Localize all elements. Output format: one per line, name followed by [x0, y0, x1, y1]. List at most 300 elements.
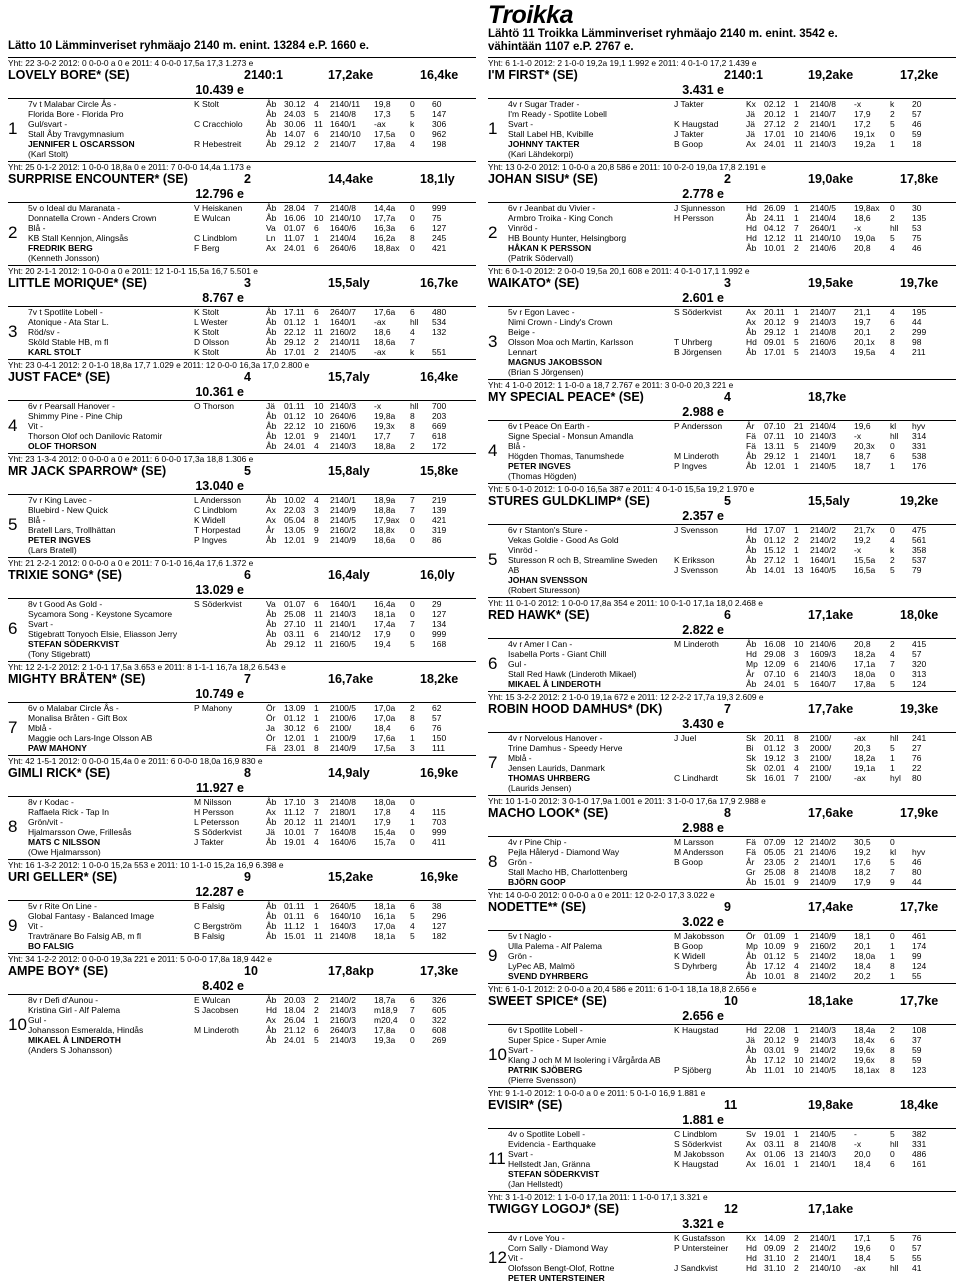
start-driver: K Stolt [194, 99, 220, 109]
start-post: 9 [794, 317, 799, 327]
start-post: 11 [794, 139, 803, 149]
recent-starts [674, 733, 956, 793]
start-time: 21,1 [854, 307, 871, 317]
horse-record-1: 7 [724, 702, 731, 716]
start-time: 17,6a [374, 733, 396, 743]
horse-career-stats: Yht: 6 1-0-1 2012: 2 0-0-0 a 20,4 586 e 2011: 6 1-0-1 18,1a 18,8 2.656 e [488, 984, 757, 994]
start-driver: K Haugstad [674, 1159, 719, 1169]
start-driver: C Lindblom [194, 505, 237, 515]
start-distance: 2140/5 [810, 203, 836, 213]
start-distance: 1640/3 [330, 921, 356, 931]
start-post: 7 [314, 827, 319, 837]
start-odds: 124 [912, 961, 927, 971]
horse-career-stats: Yht: 3 1-1-0 2012: 1 1-0-0 17,1a 2011: 1 1-0-0 17,1 3.321 e [488, 1192, 708, 1202]
start-driver: D Olsson [194, 337, 229, 347]
start-place: 4 [410, 921, 415, 931]
start-place: 0 [410, 203, 415, 213]
start-time: 20,8 [854, 243, 871, 253]
horse-info-line: 5v t Naglo - [508, 931, 552, 941]
horse-entry [8, 453, 476, 555]
start-distance: 2160/3 [330, 1015, 356, 1025]
start-distance: 2140/9 [810, 931, 836, 941]
start-distance: 1640/6 [330, 223, 356, 233]
horse-info-line: (Robert Sturesson) [508, 585, 580, 595]
start-odds: 111 [432, 743, 445, 753]
horse-entry [8, 859, 476, 951]
start-post: 1 [794, 545, 799, 555]
start-odds: 127 [432, 609, 447, 619]
horse-info-line: Röd/sv - [28, 327, 60, 337]
horse-earnings: 13.029 e [195, 583, 244, 597]
horse-info [28, 901, 194, 951]
start-track: Jä [746, 129, 755, 139]
horse-name: MIGHTY BRÅTEN* (SE) [8, 672, 146, 686]
start-odds: 382 [912, 1129, 927, 1139]
start-time: 19,8 [374, 99, 391, 109]
start-track: Åb [266, 901, 277, 911]
horse-career-stats: Yht: 4 1-0-0 2012: 1 1-0-0 a 18,7 2.767 e 2011: 3 0-0-0 20,3 221 e [488, 380, 734, 390]
start-driver: S Söderkvist [194, 827, 242, 837]
horse-info-line: Isabella Ports - Giant Chill [508, 649, 607, 659]
start-number: 12 [488, 1248, 507, 1267]
left-race-title: Lätto 10 Lämminveriset ryhmäajo 2140 m. enint. 13284 e.P. 1660 e. [8, 40, 369, 52]
start-distance: 2140/3 [810, 1149, 836, 1159]
start-post: 7 [794, 223, 799, 233]
horse-name: MY SPECIAL PEACE* (SE) [488, 390, 644, 404]
start-odds: 18 [912, 139, 922, 149]
start-distance: 2140/9 [330, 505, 356, 515]
start-row [674, 847, 956, 857]
horse-earnings: 3.430 e [682, 717, 724, 731]
start-place: 5 [410, 639, 415, 649]
horse-info-line: Super Spice - Super Arnie [508, 1035, 607, 1045]
start-time: -ax [374, 317, 386, 327]
start-odds: 60 [432, 99, 442, 109]
recent-starts [194, 99, 476, 159]
start-date: 13.11 [764, 441, 785, 451]
start-date: 01.12 [764, 535, 786, 545]
horse-info-line: (Kari Lähdekorpi) [508, 149, 574, 159]
start-odds: 59 [912, 129, 922, 139]
start-post: 8 [794, 1139, 799, 1149]
start-time: 19,6 [854, 1243, 871, 1253]
start-odds: 57 [912, 1243, 922, 1253]
start-track: Åb [746, 213, 757, 223]
horse-record-3: 16,4ke [420, 370, 459, 384]
start-time: 16,4a [374, 599, 396, 609]
start-post: 10 [314, 421, 324, 431]
start-row [194, 931, 476, 941]
start-distance: 2140/5 [810, 1129, 836, 1139]
start-track: Åb [746, 679, 757, 689]
start-row [674, 649, 956, 659]
start-place: 0 [890, 129, 895, 139]
horse-info-line: Blå - [28, 223, 46, 233]
horse-info-line: Stall Macho HB, Charlottenberg [508, 867, 628, 877]
start-place: kl [890, 847, 897, 857]
start-odds: 331 [912, 1139, 927, 1149]
start-row [194, 743, 476, 753]
start-track: Åb [746, 1065, 757, 1075]
start-post: 4 [314, 837, 319, 847]
start-place: 7 [410, 495, 415, 505]
start-place: 6 [890, 1035, 895, 1045]
start-post: 1 [794, 525, 799, 535]
start-row [674, 1129, 956, 1139]
horse-entry [488, 57, 956, 159]
horse-entry [8, 57, 476, 159]
start-row [674, 317, 956, 327]
start-driver: S Söderkvist [674, 1139, 722, 1149]
start-time: 18,2 [854, 867, 871, 877]
start-odds: 86 [432, 535, 442, 545]
start-row [194, 347, 476, 357]
start-time: 17,6a [374, 307, 396, 317]
start-post: 11 [314, 619, 323, 629]
horse-info [508, 99, 674, 159]
horse-info-line: Sturesson R och B, Streamline Sweden [508, 555, 658, 565]
start-post: 5 [314, 1035, 319, 1045]
start-distance: 2000/ [810, 743, 832, 753]
start-time: 18,6a [374, 535, 396, 545]
horse-record-3: 19,2ke [900, 494, 939, 508]
start-date: 11.07 [284, 233, 305, 243]
horse-info-line: Ulla Palema - Alf Palema [508, 941, 603, 951]
start-distance: 2140/6 [810, 243, 836, 253]
start-time: 20,3x [854, 441, 875, 451]
start-row [194, 515, 476, 525]
start-row [194, 807, 476, 817]
horse-info-line: Raffaela Rick - Tap In [28, 807, 109, 817]
start-distance: 2140/7 [330, 139, 356, 149]
start-date: 01.06 [764, 1149, 786, 1159]
start-track: Åb [266, 921, 277, 931]
horse-info-line: Vit - [28, 421, 43, 431]
start-driver [194, 639, 266, 649]
start-track: Fä [746, 441, 756, 451]
horse-info [508, 525, 674, 595]
start-post: 21 [794, 847, 804, 857]
start-track: Hd [746, 233, 757, 243]
start-post: 4 [794, 961, 799, 971]
start-driver: M Linderoth [194, 1025, 239, 1035]
start-odds: 320 [912, 659, 927, 669]
horse-name: EVISIR* (SE) [488, 1098, 563, 1112]
start-track: År [746, 857, 755, 867]
start-post: 10 [314, 213, 324, 223]
start-number: 3 [488, 332, 498, 351]
start-row [194, 1005, 476, 1015]
start-distance: 2140/8 [810, 99, 836, 109]
start-odds: 132 [432, 327, 447, 337]
start-row [194, 817, 476, 827]
start-time: 17,9 [374, 629, 391, 639]
start-date: 11.12 [284, 921, 305, 931]
horse-info-line: 7v t Spotlite Lobell - [28, 307, 103, 317]
start-track: Åb [266, 639, 277, 649]
start-post: 3 [794, 753, 799, 763]
start-place: 5 [890, 565, 895, 575]
start-place: 0 [410, 609, 415, 619]
horse-info-line: Pejla Håleryd - Diamond Way [508, 847, 620, 857]
horse-info-line: 5v r Rite On Line - [28, 901, 97, 911]
start-odds: 57 [912, 649, 922, 659]
horse-info [28, 99, 194, 159]
start-odds [432, 797, 476, 807]
start-number: 9 [8, 916, 18, 935]
start-number: 6 [8, 619, 18, 638]
start-odds: 30 [912, 203, 922, 213]
start-odds: 98 [912, 337, 922, 347]
horse-record-3: 17,7ke [900, 900, 939, 914]
start-place: 0 [410, 797, 415, 807]
start-number: 5 [8, 515, 18, 534]
start-track: Ör [266, 703, 276, 713]
horse-header [488, 806, 956, 837]
start-time: 16,1a [374, 911, 396, 921]
start-time: 18,4 [854, 1253, 871, 1263]
start-number: 11 [488, 1149, 506, 1168]
start-driver: M Andersson [674, 847, 724, 857]
driver-name: FREDRIK BERG [28, 243, 93, 253]
horse-record-2: 17,6ake [808, 806, 854, 820]
horse-name: NODETTE** (SE) [488, 900, 586, 914]
start-track: Åb [266, 129, 277, 139]
start-distance: 2140/8 [330, 109, 356, 119]
horse-record-1: 3 [724, 276, 731, 290]
horse-info-line: Mblå - [28, 723, 52, 733]
start-date: 24.01 [284, 1035, 306, 1045]
start-place: 0 [410, 827, 415, 837]
horse-header [8, 568, 476, 599]
horse-info-line: 8v r Kodac - [28, 797, 74, 807]
horse-entry [8, 359, 476, 451]
horse-info [28, 495, 194, 555]
start-row [194, 713, 476, 723]
start-date: 12.01 [284, 535, 306, 545]
start-date: 20.12 [764, 317, 786, 327]
start-track: Åb [266, 213, 277, 223]
start-row [194, 639, 476, 649]
start-track: Ax [266, 807, 276, 817]
start-time: 18,8a [374, 441, 396, 451]
recent-starts [674, 1233, 956, 1283]
horse-name: LITTLE MORIQUE* (SE) [8, 276, 147, 290]
start-place: 2 [890, 327, 895, 337]
start-place: 4 [410, 139, 415, 149]
start-distance: 2140/5 [810, 1065, 836, 1075]
start-track: Hd [746, 337, 757, 347]
start-track: Åb [266, 327, 277, 337]
horse-record-2: 14,4ake [328, 172, 374, 186]
start-time: -ax [854, 733, 866, 743]
start-place: 8 [890, 1065, 895, 1075]
horse-earnings: 3.431 e [682, 83, 724, 97]
horse-entry [488, 483, 956, 595]
start-row [674, 119, 956, 129]
start-date: 14.01 [764, 565, 786, 575]
start-row [194, 619, 476, 629]
start-odds: 62 [432, 703, 442, 713]
start-row [194, 317, 476, 327]
start-distance: 1640/1 [330, 119, 356, 129]
horse-earnings: 8.767 e [202, 291, 244, 305]
start-row [674, 565, 956, 575]
start-place: 5 [890, 233, 895, 243]
start-distance: 2100/ [330, 723, 352, 733]
horse-info-line: Grön - [508, 951, 533, 961]
start-odds: 306 [432, 119, 447, 129]
horse-entry [8, 755, 476, 857]
start-time: 17,9ax [374, 515, 400, 525]
start-place: 6 [410, 901, 415, 911]
start-distance: 2140/3 [330, 401, 356, 411]
start-distance: 2640/5 [330, 901, 356, 911]
horse-header [488, 390, 956, 421]
start-place: 2 [890, 213, 895, 223]
horse-entry [488, 889, 956, 981]
driver-name: MAGNUS JAKOBSSON [508, 357, 602, 367]
start-odds: 46 [912, 119, 922, 129]
horse-info-line: 6v r Stanton's Sture - [508, 525, 588, 535]
start-date: 17.12 [764, 1055, 786, 1065]
horse-record-2: 17,4ake [808, 900, 854, 914]
start-driver: K Widell [674, 951, 706, 961]
start-row [674, 941, 956, 951]
start-post: 8 [794, 733, 799, 743]
start-odds: 124 [912, 679, 927, 689]
start-distance: 1640/8 [330, 827, 356, 837]
start-date: 02.12 [764, 99, 786, 109]
start-time: 18,4 [374, 723, 391, 733]
horse-name: GIMLI RICK* (SE) [8, 766, 111, 780]
horse-info-line: 6v t Spotlite Lobell - [508, 1025, 583, 1035]
start-distance: 2140/8 [810, 867, 836, 877]
start-track: Åb [266, 203, 277, 213]
start-time: 17,8a [374, 139, 396, 149]
start-time: 17,9 [854, 877, 871, 887]
start-time: 21,7x [854, 525, 875, 535]
start-place: 0 [410, 515, 415, 525]
horse-record-2: 17,2ake [328, 68, 374, 82]
horse-info [28, 307, 194, 357]
start-time: 19,3x [374, 421, 395, 431]
start-date: 15.01 [284, 931, 306, 941]
horse-header [8, 370, 476, 401]
horse-info-line: Signe Special - Monsun Amandla [508, 431, 634, 441]
driver-name: JOHAN SVENSSON [508, 575, 588, 585]
start-driver [674, 1035, 746, 1045]
start-date: 05.05 [764, 847, 786, 857]
start-track: Åb [266, 139, 277, 149]
start-track: Ax [266, 1015, 276, 1025]
start-track: Hd [746, 203, 757, 213]
horse-name: TWIGGY LOGOJ* (SE) [488, 1202, 620, 1216]
horse-record-1: 2140:1 [724, 68, 763, 82]
start-odds: 313 [912, 669, 927, 679]
horse-record-1: 6 [244, 568, 251, 582]
start-row [674, 555, 956, 565]
horse-record-2: 15,8aly [328, 464, 370, 478]
start-place: 1 [410, 733, 415, 743]
start-driver: J Takter [674, 129, 704, 139]
start-row [674, 347, 956, 357]
horse-info [508, 1233, 674, 1283]
start-distance: 2140/9 [330, 743, 356, 753]
horse-info-line: Sycamora Song - Keystone Sycamore [28, 609, 173, 619]
start-place: 5 [890, 857, 895, 867]
start-date: 26.04 [284, 1015, 306, 1025]
start-row [194, 733, 476, 743]
start-driver: J Juel [674, 733, 697, 743]
start-distance: 2140/2 [810, 971, 836, 981]
start-row [674, 441, 956, 451]
start-odds: 41 [912, 1263, 922, 1273]
start-time: 17,0a [374, 703, 396, 713]
start-date: 07.10 [764, 669, 786, 679]
start-date: 13.09 [284, 703, 306, 713]
start-odds: 115 [432, 807, 446, 817]
start-track: Åb [746, 1055, 757, 1065]
start-date: 23.05 [764, 857, 786, 867]
start-place: 1 [890, 763, 895, 773]
start-place: 7 [410, 505, 415, 515]
start-post: 1 [794, 203, 799, 213]
start-driver: K Eriksson [674, 555, 715, 565]
start-distance: 2140/8 [810, 1139, 836, 1149]
horse-info [508, 733, 674, 793]
start-distance: 2140/3 [810, 1025, 836, 1035]
start-row [674, 669, 956, 679]
start-odds: 134 [432, 619, 447, 629]
start-time: -ax [854, 1263, 866, 1273]
start-time: 17,7a [374, 213, 396, 223]
start-odds: 421 [432, 243, 447, 253]
horse-record-3: 16,0ly [420, 568, 455, 582]
start-row [674, 961, 956, 971]
start-driver [194, 629, 266, 639]
start-time: 15,4a [374, 827, 396, 837]
start-row [674, 431, 956, 441]
start-time: 18,6 [854, 213, 871, 223]
start-post: 1 [794, 327, 799, 337]
start-number: 3 [8, 322, 18, 341]
start-place: 0 [410, 213, 415, 223]
start-odds: 80 [912, 867, 922, 877]
start-row [194, 723, 476, 733]
start-odds: 29 [432, 599, 442, 609]
horse-record-1: 2 [244, 172, 251, 186]
right-race-subtitle: vähintään 1107 e.P. 2767 e. [488, 41, 634, 53]
start-track: Mp [746, 941, 758, 951]
start-driver: S Dyhrberg [674, 961, 717, 971]
start-time: 18,9a [374, 495, 396, 505]
start-date: 04.12 [764, 223, 786, 233]
start-post: 2 [314, 337, 319, 347]
driver-name: PETER UNTERSTEINER [508, 1273, 605, 1283]
start-row [194, 505, 476, 515]
horse-name: ROBIN HOOD DAMHUS* (DK) [488, 702, 663, 716]
start-distance: 1640/7 [810, 679, 836, 689]
horse-info [28, 797, 194, 857]
start-row [674, 109, 956, 119]
start-driver: B Goop [674, 139, 703, 149]
start-time: 18,6a [374, 337, 396, 347]
horse-record-1: 8 [724, 806, 731, 820]
start-place: hll [890, 1263, 899, 1273]
start-number: 1 [8, 119, 18, 138]
start-place: k [890, 545, 895, 555]
